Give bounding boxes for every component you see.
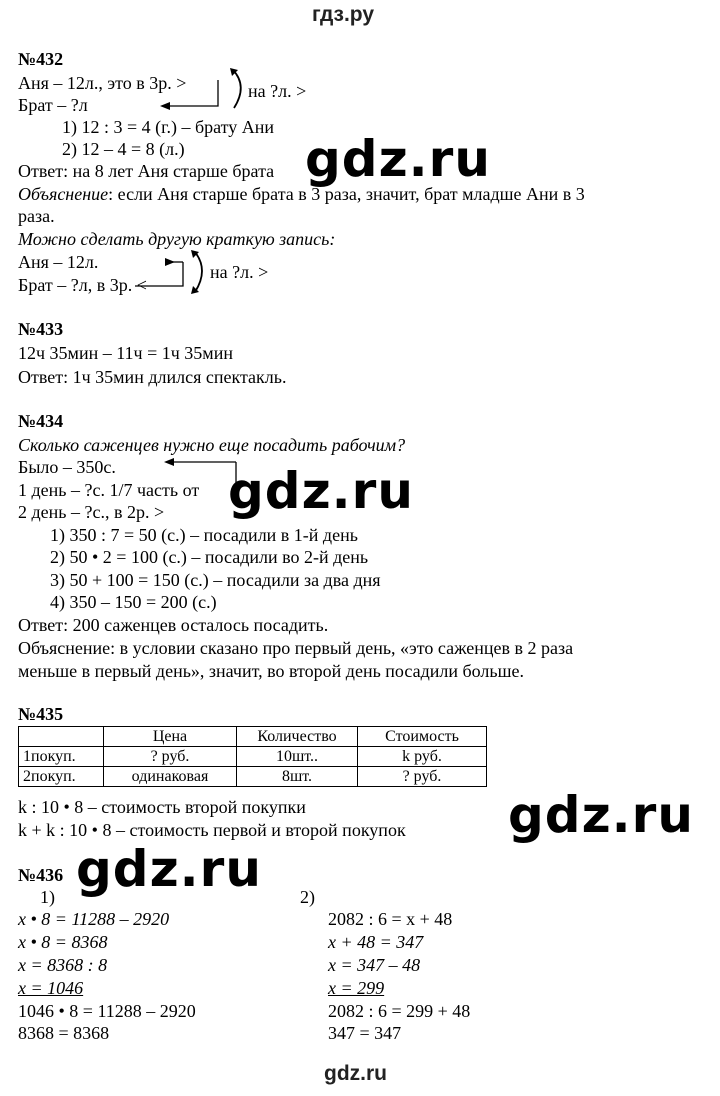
- table-cell: 8шт.: [237, 767, 358, 787]
- p432-step-2: 2) 12 – 4 = 8 (л.): [62, 139, 185, 159]
- site-header: гдз.ру: [312, 3, 375, 26]
- p436-col1-check: 1046 • 8 = 11288 – 2920: [18, 1001, 196, 1021]
- p435-formula-1: k : 10 • 8 – стоимость второй покупки: [18, 797, 306, 817]
- p432-alt-brat: Брат – ?л, в 3р. <: [18, 275, 147, 295]
- table-header-cell: [19, 727, 104, 747]
- p432-explanation-text: : если Аня старше брата в 3 раза, значит, брат младше Ани в 3: [108, 184, 585, 204]
- table-cell: k руб.: [358, 747, 487, 767]
- table-cell: ? руб.: [358, 767, 487, 787]
- p432-step-1: 1) 12 : 3 = 4 (г.) – брату Ани: [62, 117, 275, 137]
- p432-explanation-label: Объяснение: [18, 184, 109, 204]
- watermark: gdz.ru: [228, 462, 414, 520]
- p432-explanation: [18, 183, 585, 205]
- p434-step-3: 3) 50 + 100 = 150 (с.) – посадили за два дня: [50, 570, 381, 590]
- p432-alt-intro: Можно сделать другую краткую запись:: [18, 229, 336, 249]
- table-cell: ? руб.: [104, 747, 237, 767]
- problem-436-title: №436: [18, 865, 64, 885]
- watermark: gdz.ru: [76, 840, 262, 898]
- problem-434-title: №434: [18, 411, 64, 431]
- p434-explanation-2: меньше в первый день», значит, во второй день посадили больше.: [18, 661, 524, 681]
- p433-answer: Ответ: 1ч 35мин длился спектакль.: [18, 367, 287, 387]
- p435-formula-2: k + k : 10 • 8 – стоимость первой и второй покупок: [18, 820, 406, 840]
- p432-explanation-cont: раза.: [18, 206, 55, 226]
- p432-alt-anya: Аня – 12л.: [18, 252, 99, 272]
- p436-col2-label: 2): [300, 887, 315, 907]
- p436-col1-label: 1): [40, 887, 55, 907]
- p434-answer: Ответ: 200 саженцев осталось посадить.: [18, 615, 329, 635]
- p436-col2-line: x + 48 = 347: [328, 932, 424, 952]
- table-cell: 1покуп.: [19, 747, 104, 767]
- p432-alt-bracket-label: на ?л. >: [210, 262, 269, 282]
- watermark: gdz.ru: [305, 130, 491, 188]
- p432-answer: Ответ: на 8 лет Аня старше брата: [18, 161, 275, 181]
- p432-alt-arrows: [115, 248, 215, 298]
- p433-line: 12ч 35мин – 11ч = 1ч 35мин: [18, 343, 233, 363]
- problem-433-title: №433: [18, 319, 64, 339]
- table-header-cell: Количество: [237, 727, 358, 747]
- problem-432-title: №432: [18, 49, 64, 69]
- p436-col2-line: 2082 : 6 = x + 48: [328, 909, 453, 929]
- p432-bracket-label: на ?л. >: [248, 81, 307, 101]
- p436-col1-line: x = 8368 : 8: [18, 955, 108, 975]
- p434-line-day1: 1 день – ?с. 1/7 часть от: [18, 480, 200, 500]
- p435-table: [18, 726, 487, 787]
- p434-question: Сколько саженцев нужно еще посадить рабочим?: [18, 435, 406, 455]
- table-row: [19, 747, 487, 767]
- p436-col1-line: x • 8 = 11288 – 2920: [18, 909, 170, 929]
- table-cell: одинаковая: [104, 767, 237, 787]
- p432-line-anya: Аня – 12л., это в 3р. >: [18, 73, 187, 93]
- problem-435-title: №435: [18, 704, 64, 724]
- p434-line-day2: 2 день – ?с., в 2р. >: [18, 502, 165, 522]
- p432-arrows: [150, 66, 250, 114]
- site-footer: gdz.ru: [324, 1062, 387, 1085]
- table-row: [19, 767, 487, 787]
- p436-col2-line: x = 347 – 48: [328, 955, 421, 975]
- table-cell: 2покуп.: [19, 767, 104, 787]
- p434-step-2: 2) 50 • 2 = 100 (с.) – посадили во 2-й день: [50, 547, 369, 567]
- p436-col2-check-result: 347 = 347: [328, 1023, 402, 1043]
- p436-col1-line: x • 8 = 8368: [18, 932, 108, 952]
- p434-step-1: 1) 350 : 7 = 50 (с.) – посадили в 1-й день: [50, 525, 358, 545]
- table-cell: 10шт..: [237, 747, 358, 767]
- p434-line-bylo: Было – 350с.: [18, 457, 116, 477]
- p434-step-4: 4) 350 – 150 = 200 (с.): [50, 592, 217, 612]
- table-row: [19, 727, 487, 747]
- p436-col1-result: x = 1046: [18, 978, 84, 998]
- table-header-cell: Стоимость: [358, 727, 487, 747]
- p436-col2-check: 2082 : 6 = 299 + 48: [328, 1001, 471, 1021]
- p436-col2-result: x = 299: [328, 978, 385, 998]
- table-header-cell: Цена: [104, 727, 237, 747]
- watermark: gdz.ru: [508, 786, 694, 844]
- p434-explanation-1: Объяснение: в условии сказано про первый день, «это саженцев в 2 раза: [18, 638, 574, 658]
- p436-col1-check-result: 8368 = 8368: [18, 1023, 110, 1043]
- p432-line-brat: Брат – ?л: [18, 95, 88, 115]
